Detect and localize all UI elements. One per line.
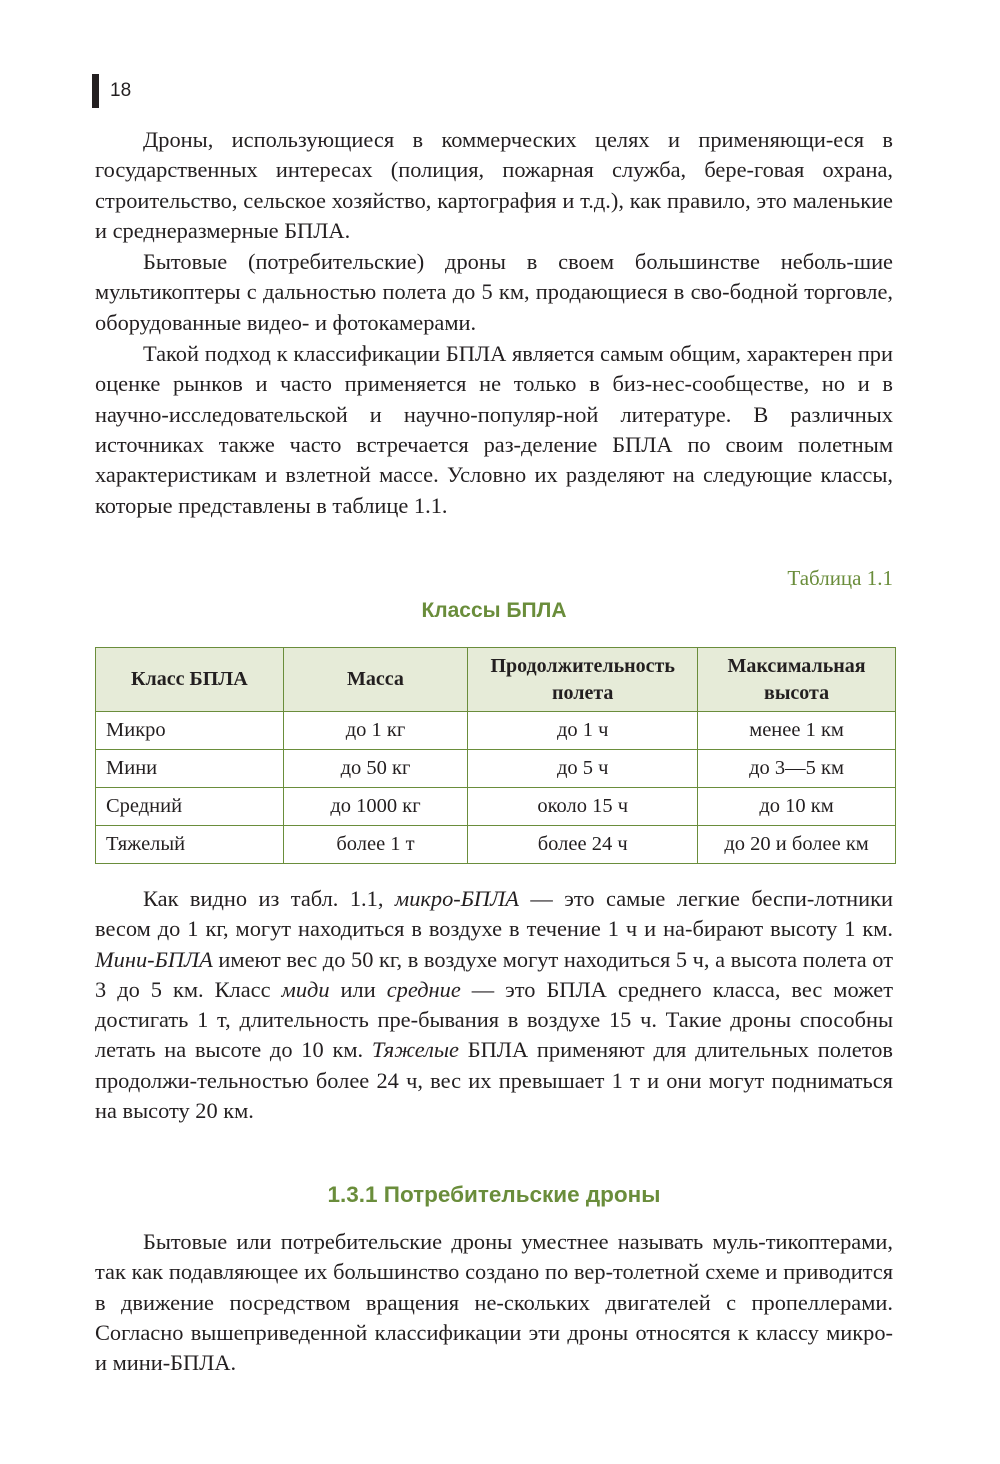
table-label: Таблица 1.1 xyxy=(787,566,893,590)
header-class: Класс БПЛА xyxy=(96,648,284,712)
table-row xyxy=(96,788,896,826)
term-heavy: Тяжелые xyxy=(371,1037,459,1063)
table-cell: до 3—5 км xyxy=(698,750,896,788)
table-cell: Средний xyxy=(96,788,284,826)
header-mass: Масса xyxy=(283,648,468,712)
text-run: — это БПЛА среднего класса, вес может достигать 1 т, длительность пре-бывания в воздухе 15 ч. Такие дроны способны летать на высоте до 10 км. xyxy=(95,976,893,1063)
table-cell: до 5 ч xyxy=(468,750,698,788)
page-marker-bar xyxy=(92,74,99,108)
text-run: БПЛА применяют для длительных полетов продолжи-тельностью более 24 ч, вес их превышает 1 т и они могут подниматься на высоту 20 км. xyxy=(95,1037,893,1124)
table-cell: менее 1 км xyxy=(698,712,896,750)
text-run: имеют вес до 50 кг, в воздухе могут находиться 5 ч, а высота полета от 3 до 5 км. Класс xyxy=(95,946,893,1002)
term-mini-uav: Мини-БПЛА xyxy=(95,946,213,972)
table-header-row xyxy=(96,648,896,712)
section-heading: 1.3.1 Потребительские дроны xyxy=(327,1182,661,1207)
intro-text xyxy=(95,125,893,521)
term-micro-uav: микро-БПЛА xyxy=(394,886,519,911)
header-duration: Продолжительность полета xyxy=(468,648,698,712)
table-cell: до 20 и более км xyxy=(698,826,896,864)
table-row xyxy=(96,826,896,864)
table-row xyxy=(96,712,896,750)
table-cell: более 1 т xyxy=(283,826,468,864)
paragraph xyxy=(95,884,893,1126)
paragraph: Бытовые (потребительские) дроны в своем большинстве неболь-шие мультикоптеры с дальностью полета до 5 км, продающиеся в сво-бодной торговле, оборудованные видео- и фотокамерами. xyxy=(95,249,893,335)
analysis-text xyxy=(95,884,893,1126)
table-cell: Мини xyxy=(96,750,284,788)
table-cell: более 24 ч xyxy=(468,826,698,864)
table-cell: до 50 кг xyxy=(283,750,468,788)
table-row xyxy=(96,750,896,788)
table-cell: до 1000 кг xyxy=(283,788,468,826)
table-cell: до 1 кг xyxy=(283,712,468,750)
table-cell: Микро xyxy=(96,712,284,750)
paragraph: Такой подход к классификации БПЛА является самым общим, характерен при оценке рынков и часто применяется не только в биз-нес-сообществе, но и в научно-исследовательской и научно-популяр-ной литературе. В различных источниках также часто встречается раз-деление БПЛА по своим полетным характеристикам и взлетной массе. Условно их разделяют на следующие классы, которые представлены в таблице 1.1. xyxy=(95,341,893,518)
section-text xyxy=(95,1227,893,1378)
paragraph: Бытовые или потребительские дроны уместнее называть муль-тикоптерами, так как подавляющее их большинство создано по вер-толетной схеме и приводится в движение посредством вращения не-скольких двигателей с пропеллерами. Согласно вышеприведенной классификации эти дроны относятся к классу микро- и мини-БПЛА. xyxy=(95,1229,893,1376)
table-caption: Классы БПЛА xyxy=(421,599,567,622)
table-cell: до 1 ч xyxy=(468,712,698,750)
term-midi: миди xyxy=(281,976,330,1002)
header-altitude: Максимальная высота xyxy=(698,648,896,712)
text-run: или xyxy=(329,976,387,1002)
text-run: — это самые легкие беспи-лотники весом до 1 кг, могут находиться в воздухе в течение 1 ч и на-бирают высоту 1 км. xyxy=(95,886,893,942)
uav-classes-table xyxy=(95,647,896,864)
table-cell: до 10 км xyxy=(698,788,896,826)
text-run: Как видно из табл. 1.1, xyxy=(143,886,395,911)
table-cell: Тяжелый xyxy=(96,826,284,864)
page-number: 18 xyxy=(110,80,132,101)
term-medium: средние xyxy=(386,976,461,1002)
table-cell: около 15 ч xyxy=(468,788,698,826)
paragraph: Дроны, использующиеся в коммерческих целях и применяющи-еся в государственных интересах (полиция, пожарная служба, бере-говая охрана, строительство, сельское хозяйство, картография и т.д.), как правило, это маленькие и среднеразмерные БПЛА. xyxy=(95,127,893,243)
